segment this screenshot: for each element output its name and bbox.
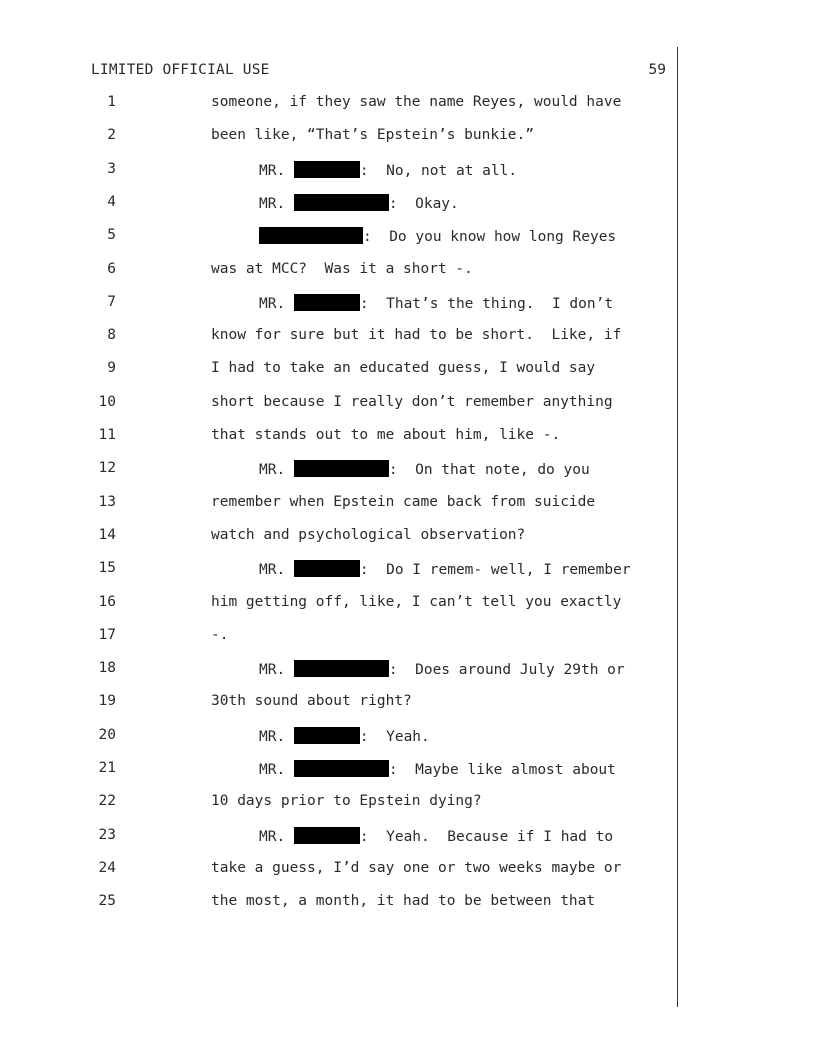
transcript-line — [0, 227, 816, 247]
transcript-line — [0, 527, 816, 547]
line-segment: MR. — [259, 462, 294, 479]
transcript-line — [0, 494, 816, 514]
line-segment: that stands out to me about him, like -. — [211, 427, 561, 443]
line-text — [259, 227, 616, 245]
line-number: 21 — [98, 760, 116, 776]
line-segment: MR. — [259, 562, 294, 579]
line-segment: remember when Epstein came back from suicide — [211, 493, 596, 510]
transcript-line — [0, 460, 816, 480]
line-segment: -. — [211, 626, 229, 643]
line-text — [259, 560, 631, 578]
transcript-line — [0, 660, 816, 680]
line-text — [259, 660, 625, 678]
line-segment: been like, “That’s Epstein’s bunkie.” — [211, 127, 535, 144]
transcript-line — [0, 261, 816, 281]
line-text — [259, 727, 430, 745]
transcript-line — [0, 793, 816, 813]
line-text — [211, 627, 228, 643]
line-number: 7 — [107, 293, 116, 310]
transcript-line — [0, 860, 816, 880]
transcript-line — [0, 727, 816, 747]
line-number: 23 — [98, 826, 116, 843]
line-text — [211, 360, 595, 376]
redaction-box — [259, 227, 363, 244]
line-text — [211, 793, 482, 809]
transcript-line — [0, 893, 816, 913]
line-text — [211, 494, 595, 510]
line-number: 19 — [98, 693, 116, 710]
line-number: 15 — [98, 560, 116, 577]
line-number: 16 — [98, 593, 116, 610]
line-number: 24 — [98, 859, 116, 876]
redaction-box — [294, 827, 360, 844]
line-segment: : Yeah. — [359, 728, 430, 745]
line-text — [211, 127, 534, 143]
line-segment: MR. — [259, 762, 294, 778]
redaction-box — [294, 161, 360, 178]
line-segment: the most, a month, it had to be between that — [211, 893, 596, 910]
redaction-box — [294, 660, 389, 677]
line-segment: watch and psychological observation? — [211, 526, 526, 543]
line-text — [211, 893, 595, 909]
redaction-box — [294, 294, 360, 311]
line-number: 1 — [107, 94, 116, 110]
transcript-line — [0, 327, 816, 347]
line-text — [211, 594, 621, 610]
transcript-line — [0, 360, 816, 380]
line-number: 10 — [98, 393, 116, 410]
line-number: 20 — [98, 726, 116, 743]
transcript-line — [0, 827, 816, 847]
line-segment: : Do I remem- well, I remember — [359, 562, 631, 579]
line-number: 3 — [107, 160, 116, 177]
line-number: 25 — [98, 893, 116, 910]
line-number: 8 — [107, 327, 116, 344]
line-segment: : Yeah. Because if I had to — [359, 828, 614, 845]
redaction-box — [294, 760, 389, 777]
line-segment: MR. — [259, 828, 294, 845]
line-segment: MR. — [259, 195, 294, 212]
line-segment: : Okay. — [388, 195, 459, 212]
line-number: 14 — [98, 526, 116, 543]
redaction-box — [294, 194, 389, 211]
transcript-line — [0, 127, 816, 147]
line-text — [211, 693, 412, 709]
line-segment: MR. — [259, 295, 294, 312]
line-segment: know for sure but it had to be short. Like, if — [211, 327, 622, 344]
line-text — [211, 427, 560, 443]
line-text — [211, 394, 613, 410]
transcript-line — [0, 427, 816, 447]
line-text — [259, 760, 616, 778]
transcript-line — [0, 294, 816, 314]
line-text — [211, 527, 525, 543]
line-number: 13 — [98, 493, 116, 510]
transcript-line — [0, 627, 816, 647]
line-segment: someone, if they saw the name Reyes, would have — [211, 94, 622, 110]
line-segment: I had to take an educated guess, I would say — [211, 360, 596, 377]
transcript-line — [0, 760, 816, 780]
transcript-line — [0, 693, 816, 713]
line-segment: MR. — [259, 662, 294, 679]
line-number: 9 — [107, 360, 116, 377]
redaction-box — [294, 727, 360, 744]
line-text — [211, 94, 621, 110]
line-segment: MR. — [259, 728, 294, 745]
transcript-line — [0, 394, 816, 414]
line-number: 17 — [98, 626, 116, 643]
transcript-line — [0, 560, 816, 580]
line-text — [259, 161, 517, 179]
classification-header: LIMITED OFFICIAL USE — [91, 62, 270, 78]
line-text — [259, 827, 613, 845]
line-segment: was at MCC? Was it a short -. — [211, 260, 473, 277]
line-segment: short because I really don’t remember anything — [211, 393, 613, 410]
redaction-box — [294, 460, 389, 477]
line-text — [259, 460, 590, 478]
line-number: 4 — [107, 193, 116, 210]
line-number: 12 — [98, 460, 116, 477]
line-text — [211, 327, 621, 343]
transcript-line — [0, 194, 816, 214]
line-number: 6 — [107, 260, 116, 277]
line-segment: take a guess, I’d say one or two weeks maybe or — [211, 859, 622, 876]
line-segment: : Do you know how long Reyes — [363, 229, 617, 246]
transcript-line — [0, 594, 816, 614]
line-number: 18 — [98, 660, 116, 677]
line-number: 2 — [107, 127, 116, 144]
line-segment: : Does around July 29th or — [388, 662, 625, 679]
line-text — [259, 294, 613, 312]
line-number: 5 — [107, 227, 116, 244]
line-segment: MR. — [259, 162, 294, 179]
redaction-box — [294, 560, 360, 577]
line-segment: him getting off, like, I can’t tell you exactly — [211, 593, 622, 610]
transcript-line — [0, 94, 816, 114]
line-number: 11 — [98, 427, 116, 443]
line-segment: : On that note, do you — [388, 462, 590, 479]
page-number: 59 — [648, 62, 666, 78]
line-text — [259, 194, 459, 212]
line-segment: : No, not at all. — [359, 162, 518, 179]
line-number: 22 — [98, 793, 116, 810]
line-segment: : That’s the thing. I don’t — [359, 295, 614, 312]
line-segment: 30th sound about right? — [211, 693, 412, 710]
transcript-line — [0, 161, 816, 181]
line-text — [211, 261, 473, 277]
line-text — [211, 860, 621, 876]
line-segment: : Maybe like almost about — [388, 762, 616, 778]
line-segment: 10 days prior to Epstein dying? — [211, 793, 482, 810]
